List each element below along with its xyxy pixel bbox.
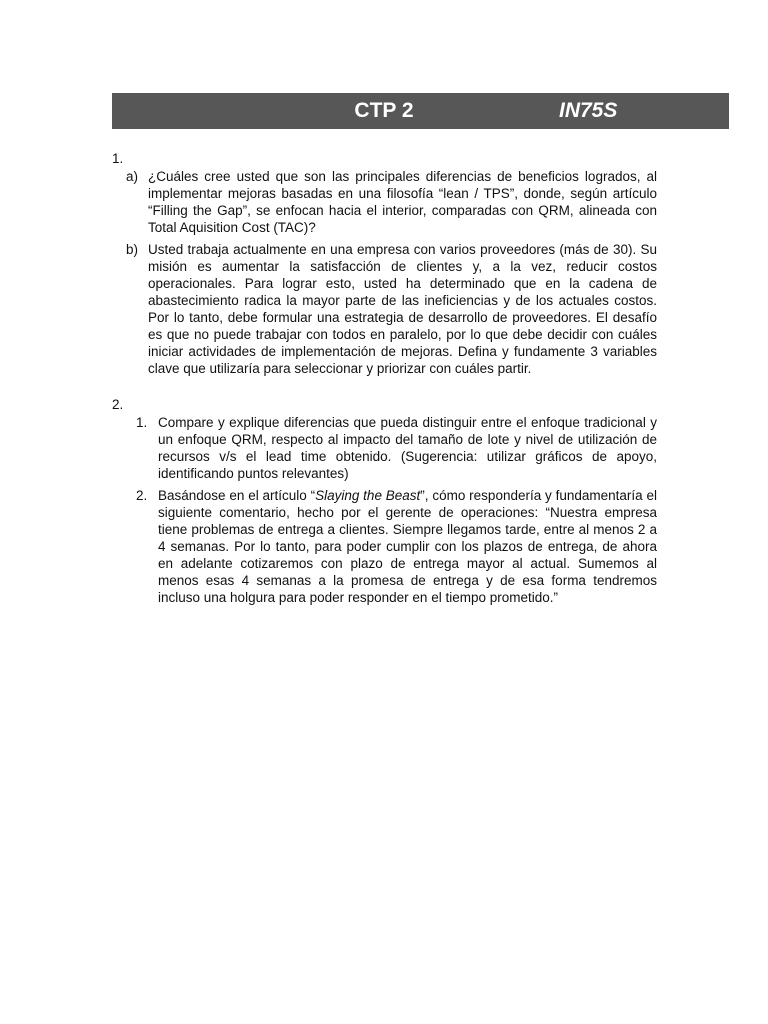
item-marker: b) <box>126 242 139 257</box>
item-text <box>158 488 657 605</box>
item-marker: 2. <box>136 488 148 503</box>
question-item-2 <box>112 487 657 606</box>
question-item-1 <box>112 414 657 482</box>
item-text: Usted trabaja actualmente en una empresa con varios proveedores (más de 30). Su misión es aumentar la satisfacción de clientes y, a la vez, reducir costos operacionales. Para lograr esto, usted ha determinado que en la cadena de abastecimiento radica la mayor parte de las ineficiencias y de los actuales costos. Por lo tanto, debe formular una estrategia de desarrollo de proveedores. El desafío es que no puede trabajar con todos en paralelo, por lo que debe decidir con cuáles iniciar actividades de implementación de mejoras. Defina y fundamente 3 variables clave que utilizaría para seleccionar y priorizar con cuáles partir. <box>148 242 657 376</box>
question-item-a <box>112 168 657 236</box>
question-2 <box>112 396 657 606</box>
question-number: 2. <box>112 397 124 412</box>
item-marker: 1. <box>136 415 148 430</box>
document-body <box>112 150 657 611</box>
question-item-b <box>112 241 657 377</box>
item-text-after: ”, cómo respondería y fundamentaría el siguiente comentario, hecho por el gerente de operaciones: “Nuestra empresa tiene problemas de entrega a clientes. Siempre llegamos tarde, entre al menos 2 a 4 semanas. Por lo tanto, para poder cumplir con los plazos de entrega, de ahora en adelante cotizaremos con plazo de entrega mayor al actual. Sumemos al menos esas 4 semanas a la promesa de entrega y de esa forma tendremos incluso una holgura para poder responder en el tiempo prometido.” <box>158 488 657 605</box>
article-title: Slaying the Beast <box>315 488 421 503</box>
item-text: Compare y explique diferencias que pueda distinguir entre el enfoque tradicional y un enfoque QRM, respecto al impacto del tamaño de lote y nivel de utilización de recursos v/s el lead time obtenido. (Sugerencia: utilizar gráficos de apoyo, identificando puntos relevantes) <box>158 415 657 481</box>
question-number: 1. <box>112 151 124 166</box>
document-title: CTP 2 <box>354 99 414 122</box>
course-code: IN75S <box>559 99 618 122</box>
item-text-before: Basándose en el artículo “ <box>158 488 316 503</box>
question-1 <box>112 150 657 377</box>
item-marker: a) <box>126 169 139 184</box>
header-bar <box>112 93 729 129</box>
item-text: ¿Cuáles cree usted que son las principales diferencias de beneficios logrados, al implementar mejoras basadas en una filosofía “lean / TPS”, donde, según artículo “Filling the Gap”, se enfocan hacia el interior, comparadas con QRM, alineada con Total Aquisition Cost (TAC)? <box>148 169 657 235</box>
